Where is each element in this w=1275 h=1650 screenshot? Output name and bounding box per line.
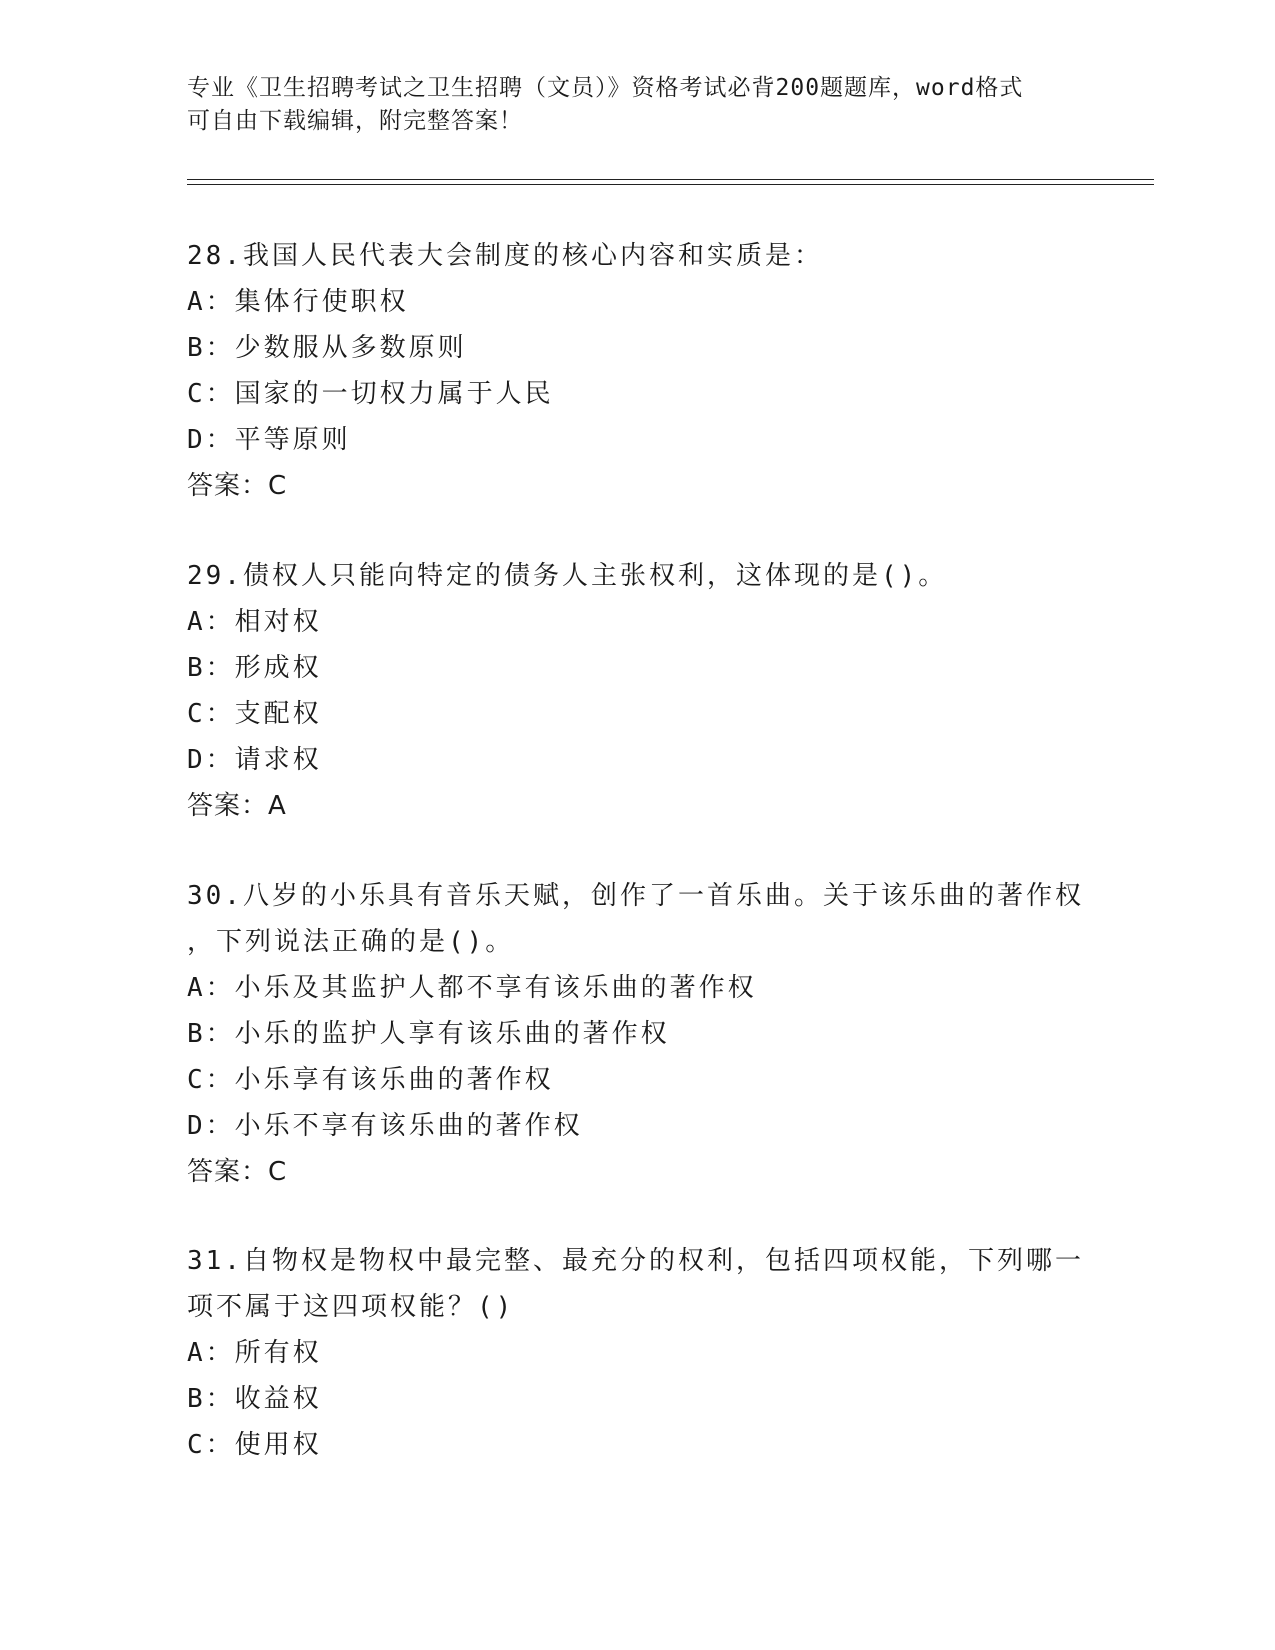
question-stem-line-1: 31.自物权是物权中最完整、最充分的权利，包括四项权能，下列哪一	[187, 1246, 1084, 1276]
option-d: D：请求权	[187, 745, 322, 775]
answer: 答案：C	[187, 1157, 288, 1187]
question-stem-line-2: 项不属于这四项权能？()	[187, 1292, 515, 1322]
header-line-2: 可自由下载编辑，附完整答案！	[187, 108, 523, 134]
question-stem: 28.我国人民代表大会制度的核心内容和实质是：	[187, 241, 823, 271]
answer: 答案：A	[187, 791, 287, 821]
option-b: B：收益权	[187, 1384, 322, 1414]
option-a: A：小乐及其监护人都不享有该乐曲的著作权	[187, 973, 757, 1003]
question-30	[187, 873, 1087, 1195]
header-divider-bottom	[187, 184, 1154, 185]
option-c: C：支配权	[187, 699, 322, 729]
question-stem: 29.债权人只能向特定的债务人主张权利，这体现的是()。	[187, 561, 948, 591]
question-29	[187, 553, 1087, 829]
header-line-1: 专业《卫生招聘考试之卫生招聘（文员）》资格考试必背200题题库，word格式	[187, 75, 1024, 101]
option-d: D：小乐不享有该乐曲的著作权	[187, 1111, 583, 1141]
option-c: C：使用权	[187, 1430, 322, 1460]
option-c: C：国家的一切权力属于人民	[187, 379, 554, 409]
option-b: B：形成权	[187, 653, 322, 683]
option-b: B：少数服从多数原则	[187, 333, 467, 363]
document-header	[187, 72, 1067, 138]
option-a: A：所有权	[187, 1338, 322, 1368]
option-a: A：相对权	[187, 607, 322, 637]
answer: 答案：C	[187, 471, 288, 501]
option-c: C：小乐享有该乐曲的著作权	[187, 1065, 554, 1095]
question-31	[187, 1238, 1087, 1468]
option-a: A：集体行使职权	[187, 287, 409, 317]
option-b: B：小乐的监护人享有该乐曲的著作权	[187, 1019, 670, 1049]
question-28	[187, 233, 1087, 509]
question-stem-line-2: ，下列说法正确的是()。	[187, 927, 515, 957]
option-d: D：平等原则	[187, 425, 351, 455]
question-stem-line-1: 30.八岁的小乐具有音乐天赋，创作了一首乐曲。关于该乐曲的著作权	[187, 881, 1084, 911]
header-divider-top	[187, 179, 1154, 180]
